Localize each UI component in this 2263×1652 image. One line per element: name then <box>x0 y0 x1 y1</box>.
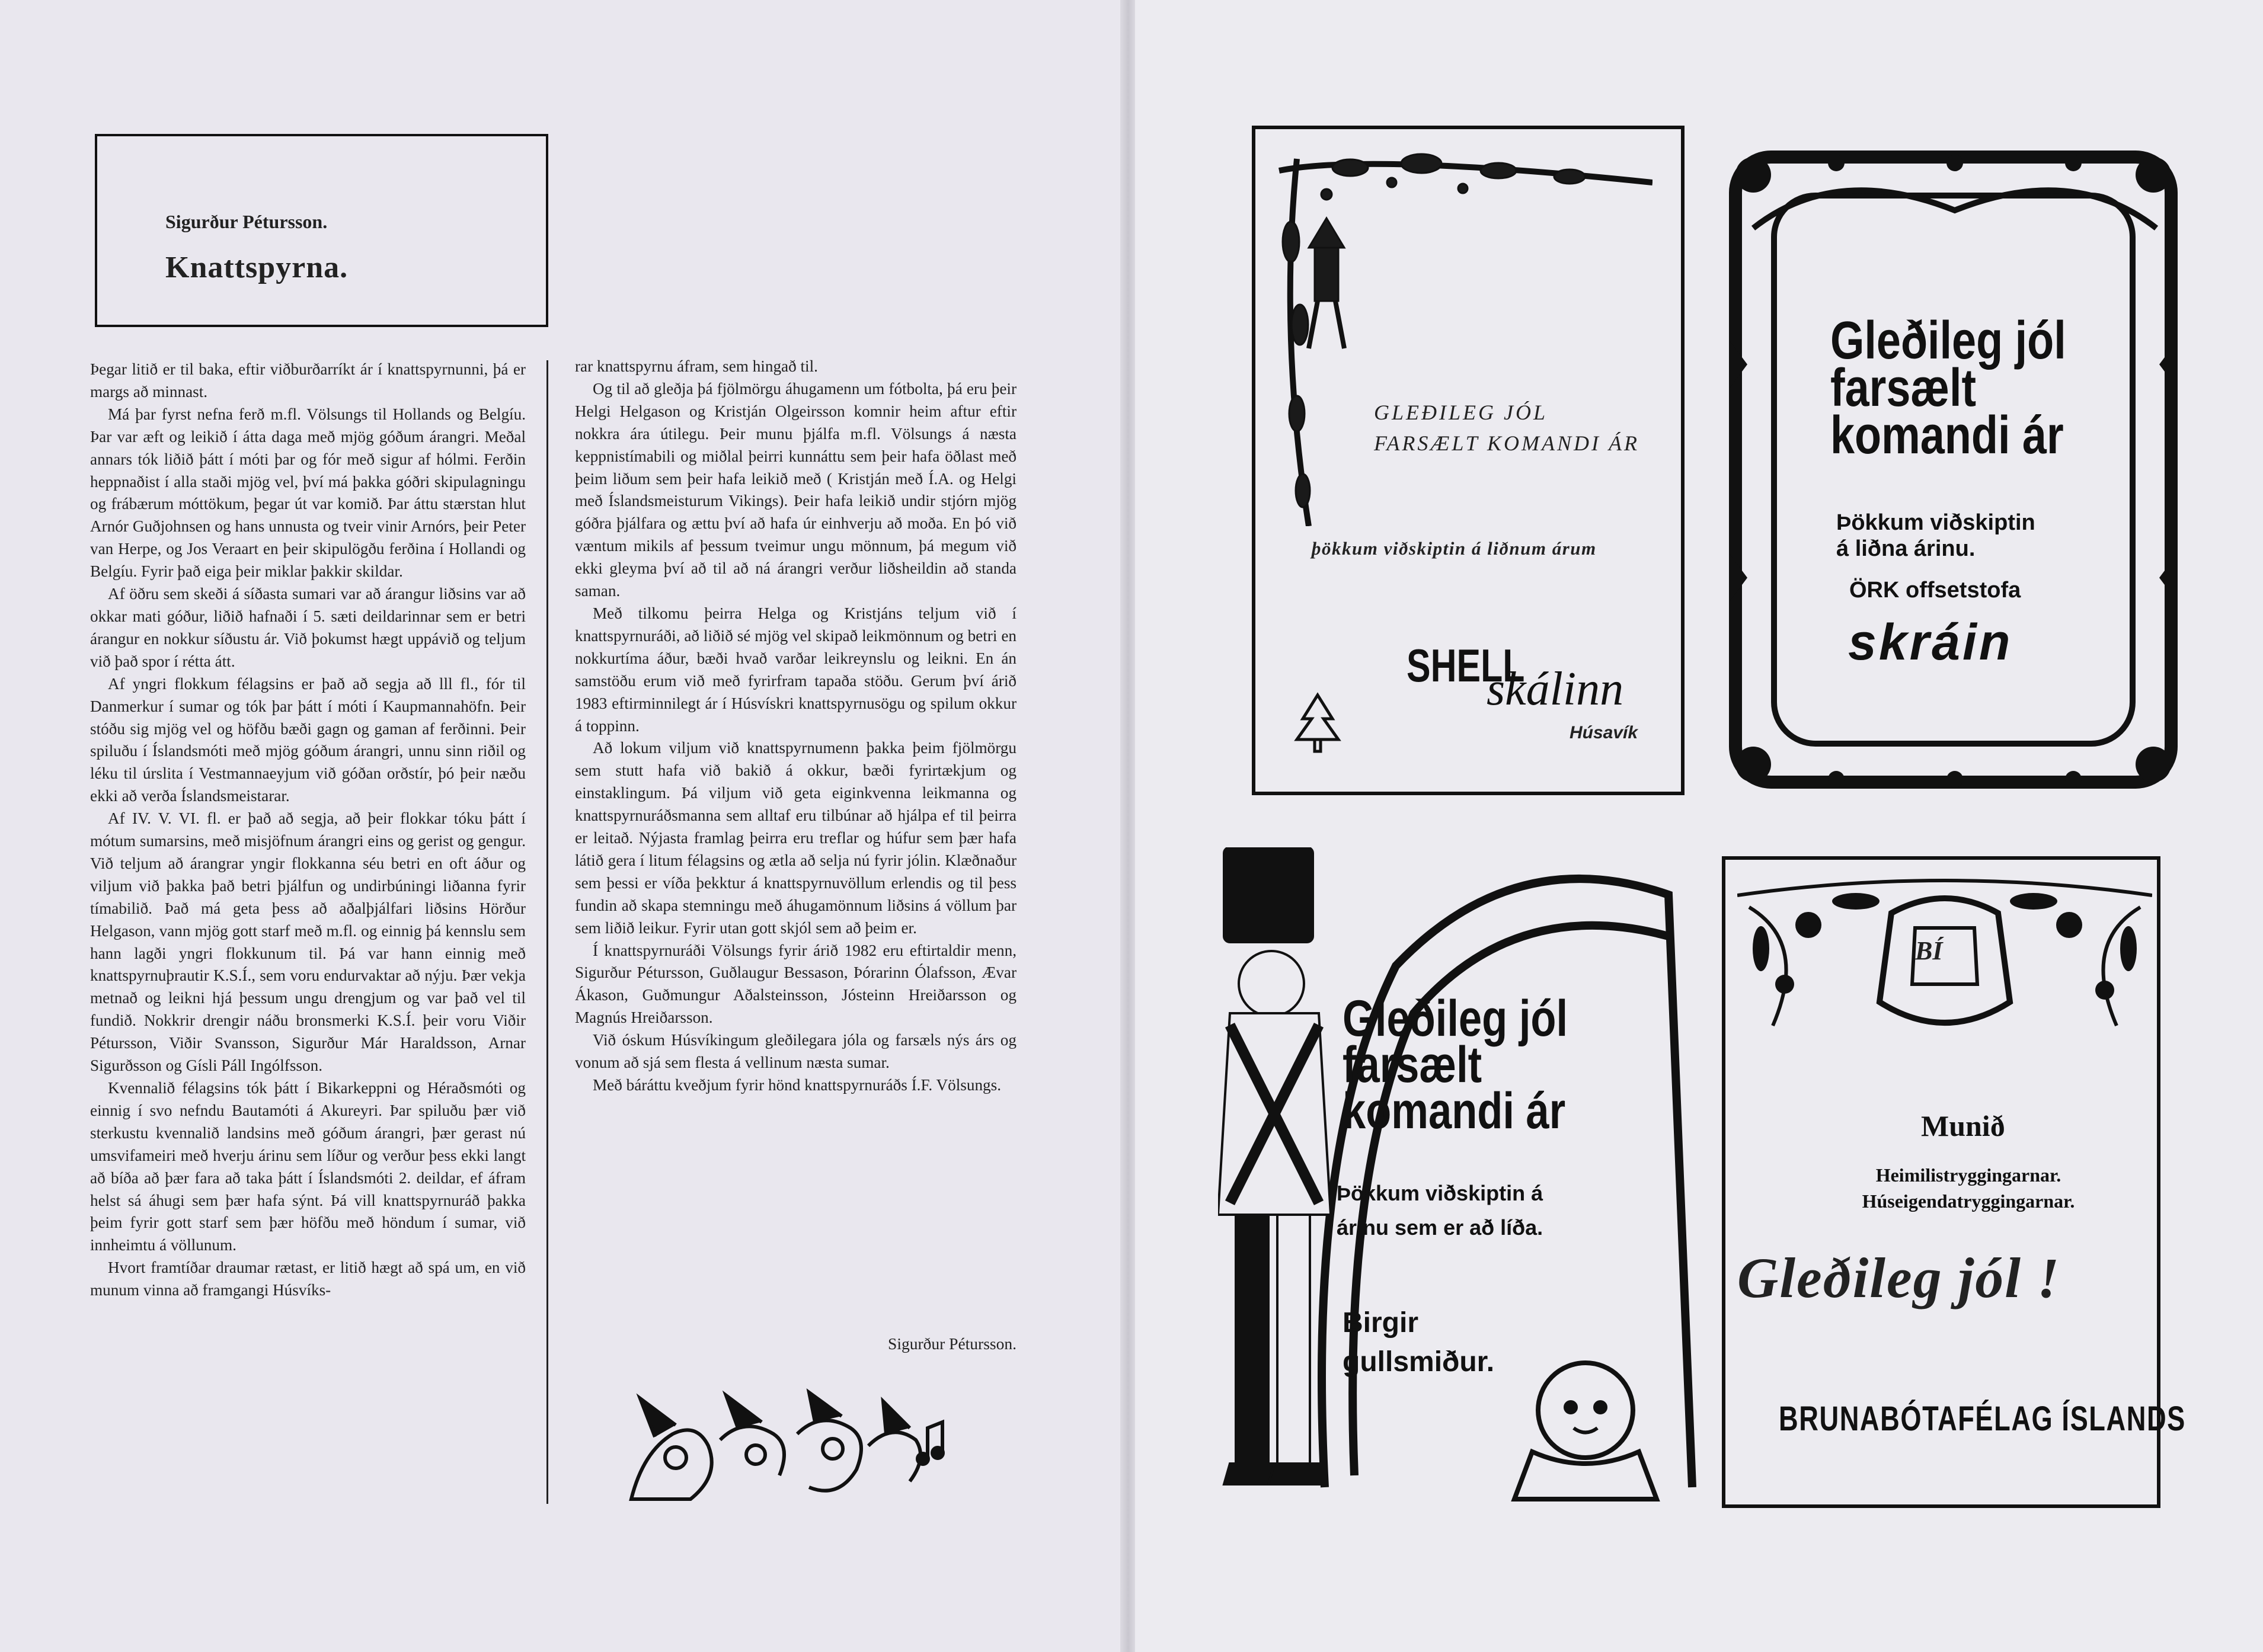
skrain-logo: skráin <box>1848 614 2013 671</box>
signature: Sigurður Pétursson. <box>888 1334 1017 1353</box>
paragraph: Af IV. V. VI. fl. er það að segja, að þeir flokkar tóku þátt í mótum sumarsins, með misjöfnum árangri eins og gerist og gengur. Við teljum að árangrar yngir flokkanna séu betri en oft áður og viljum við þakka það betri þjálfun og undirbúningi liðanna fyrir tímabilið. Það má geta þess að aðalþjálfari liðsins Hörður Helgason, vann mjög gott starf með m.fl. og einnig þá kennslu sem hann lagði yngri flokkunum til. Þá var hann einnig með knattspyrnuþrautir K.S.Í., sem voru endurvaktar að nýju. Þær vekja metnað og leikni hjá þessum ungu drengjum og var það vel til fundið. Nokkrir drengir náðu bronsmerki K.S.Í. þeir voru Viðir Pétursson, Viðir Svansson, Sigurður Már Haraldsson, Arnar Sigurðsson og Gísli Páll Ingólfsson. <box>90 809 526 1075</box>
greeting <box>1374 397 1639 459</box>
paragraph: Að lokum viljum við knattspyrnumenn þakka þeim fjölmörgu sem stutt hafa við bakið á okkur, bæði fyrirtækjum og einstaklingum. Þá viljum við geta eiginkvenna leikmanna og knattspyrnuráðsmanna sem alltaf eru tilbúnar að hjálpa ef til þeirra er leitað. Nýjasta framlag þeirra eru treflar og húfur sem þær hafa látið gera í litum félagsins og ætla að selja nú fyrir jólin. Klæðnaður sem þessi er víða þekktur á knattspyrnuvöllum erlendis og til þess fundin að skapa stemningu með áhugamönnum liðsins á völlum þar sem liðið leikur. Fyrir utan gott skjól sem að þeim er. <box>575 739 1017 937</box>
jeweller-name <box>1343 1304 1494 1382</box>
paragraph: Af yngri flokkum félagsins er það að segja að lll fl., fór til Danmerkur í sumar og tók þar þátt í móti í Kaupmannahöfn. Þeir stóðu sig mjög vel og höfðu bæði gagn og gaman af ferðinni. Þeir spiluðu í Íslandsmóti með mjög góðum árangri, unnu sinn riðil og léku til úrslita í Vestmannaeyjum við góðan orðstír, þó þeir næðu ekki að verða Íslandsmeistarar. <box>90 674 526 805</box>
thanks-text: þökkum viðskiptin á liðnum árum <box>1312 538 1597 559</box>
shell-skalinn-ad <box>1252 126 1685 795</box>
greeting <box>1343 990 1568 1139</box>
thanks-text <box>1337 1176 1543 1245</box>
title-box <box>95 134 548 327</box>
christmas-elves-illustration <box>619 1381 951 1511</box>
paragraph: Má þar fyrst nefna ferð m.fl. Völsungs til Hollands og Belgíu. Þar var æft og leikið í átta daga með mjög góðum árangri. Meðal annars tók liðið þátt í móti þar og fór með sigur af hólmi. Ferðin heppnaðist í alla staði mjög vel, því má þakka góðri skipulagningu og frábærum móttökum, þegar út var komið. Þar áttu stærstan hlut Arnór Guðjohnsen og hans unnusta og tveir vinir Arnórs, þeir Peter van Herpe, og Jos Veraart en þeir skipulögðu ferðina í Hollandi og Belgíu. Fyrir það eiga þeir miklar þakkir skildar. <box>90 405 526 581</box>
skalinn-text: skálinn <box>1487 663 1624 715</box>
munid-text: Munið <box>1921 1109 2005 1142</box>
greeting-line-1: GLEÐILEG JÓL <box>1374 401 1548 424</box>
paragraph: Með tilkomu þeirra Helga og Kristjáns teljum við í knattspyrnuráði, að liðið sé mjög vel skipað leikmönnum og betri en nokkurtíma áður, bæði hvað varðar leikreynslu og leikni. En án samstöðu erum við með fyrirfram tapaða stöðu. Gerum því árið 1983 eftirminnilegt ár í Húsvískri knattspyrnusögu og spilum okkur á toppinn. <box>575 604 1017 735</box>
article-column-2 <box>575 356 1017 1097</box>
paragraph: Með báráttu kveðjum fyrir hönd knattspyrnuráðs Í.F. Völsungs. <box>593 1076 1002 1094</box>
paragraph: Hvort framtíðar draumar rætast, er litið hægt að spá um, en við munum vinna að framgangi Húsvíks- <box>90 1259 526 1299</box>
greeting-line-3: komandi ár <box>1830 406 2064 465</box>
birgir-gullsmidur-ad <box>1218 847 1698 1511</box>
ork-offsetstofa-ad <box>1718 139 2189 800</box>
ornamental-border <box>1718 139 2189 800</box>
shell-logo-text: SHELL <box>1407 639 1525 691</box>
thanks-text <box>1836 510 2035 562</box>
left-page <box>0 0 1123 1652</box>
thanks-line-1: Þökkum viðskiptin á <box>1337 1181 1543 1205</box>
greeting-line-3: komandi ár <box>1343 1083 1566 1139</box>
article-title: Knattspyrna. <box>165 251 349 284</box>
greeting-line-2: FARSÆLT KOMANDI ÁR <box>1374 431 1639 455</box>
column-divider <box>546 360 548 1504</box>
paragraph: Við óskum Húsvíkingum gleðilegara jóla og farsæls nýs árs og vonum að sjá sem flesta á vellinum næsta sumar. <box>575 1031 1017 1072</box>
paragraph: Þegar litið er til baka, eftir viðburðarríkt ár í knattspyrnunni, þá er margs að minnast. <box>90 360 526 401</box>
holly-ornament-illustration <box>1737 872 2152 1049</box>
tree-icon <box>1291 692 1344 757</box>
greeting <box>1830 311 2066 465</box>
article-column-1 <box>90 358 526 1302</box>
thanks-line-2: á liðna árinu. <box>1836 536 1976 561</box>
company-name: BRUNABÓTAFÉLAG ÍSLANDS <box>1779 1400 2186 1438</box>
article-author: Sigurður Pétursson. <box>165 211 328 232</box>
greeting-line-2: farsælt <box>1343 1036 1482 1093</box>
town-text: Húsavík <box>1570 723 1638 742</box>
name-line-1: Birgir <box>1343 1307 1419 1339</box>
brunabotafelag-ad <box>1722 856 2186 1508</box>
name-line-2: gullsmiður. <box>1343 1346 1495 1378</box>
insurance-line-2: Húseigendatryggingarnar. <box>1862 1190 2075 1212</box>
bi-emblem: BÍ <box>1915 936 1943 965</box>
greeting-line-1: Gleðileg jól <box>1343 990 1568 1047</box>
thanks-line-1: Þökkum viðskiptin <box>1836 510 2035 535</box>
paragraph: Í knattspyrnuráði Völsungs fyrir árið 1982 eru eftirtaldir menn, Sigurður Pétursson, Guðlaugur Bessason, Þórarinn Ólafsson, Ævar Ákason, Guðmungur Aðalsteinsson, Jósteinn Hreiðarsson og Magnús Hreiðarsson. <box>575 941 1017 1027</box>
greeting-line-1: Gleðileg jól <box>1830 311 2066 370</box>
paragraph: rar knattspyrnu áfram, sem hingað til. <box>575 357 818 375</box>
insurance-text <box>1844 1162 2093 1214</box>
insurance-line-1: Heimilistryggingarnar. <box>1875 1164 2061 1186</box>
paragraph: Af öðru sem skeði á síðasta sumari var að árangur liðsins var að okkar mati góður, liðið hafnaði í 5. sæti deildarinnar sem er betri árangur en nokkur síðustu ár. Við þokumst hægt uppávið og teljum við það spor í rétta átt. <box>90 585 526 670</box>
greeting-line-2: farsælt <box>1830 358 1977 418</box>
paragraph: Kvennalið félagsins tók þátt í Bikarkeppni og Héraðsmóti og einnig í svo nefndu Bautamóti á Akureyri. Þar spiluðu þær við sterkustu kvennalið landsins með góðum árangri, þær gerast nú umsvifameiri með hverju árinu sem líður og verður þess ekki langt að bíða að þær fara að taka þátt í Íslandsmóti 2. deildar, ef áfram helst sá áhugi sem þær hafa sýnt. Þá vill knattspyrnuráð þakka þeim fyrir gott starf sem þær höfðu með höndum í sumar, við innheimtu á völlunum. <box>90 1079 526 1254</box>
company-name: ÖRK offsetstofa <box>1849 578 2021 603</box>
greeting: Gleðileg jól ! <box>1737 1246 2061 1310</box>
holly-garland-illustration <box>1273 147 1652 526</box>
thanks-line-2: árinu sem er að líða. <box>1337 1215 1543 1240</box>
paragraph: Og til að gleðja þá fjölmörgu áhugamenn um fótbolta, þá eru þeir Helgi Helgason og Kristján Olgeirsson komnir heim aftur eftir nokkra ára útilegu. Þeir munu þjálfa m.fl. Völsungs á næsta keppnistímabili og miðlal þeirri kunnáttu sem þeir hafa öðlast með þeim liðum sem þeir hafa leikið með ( Kristján með Í.A. og Helgi með Íslandsmeisturum Vikings). Þeir hafa leikið undir stjórn mjög góðra þjálfara og ættu því að hafa úr einhverju að moða. En þó við væntum mikils af þessum tveimur ungu mönnum, þá megum við ekki gleyma því að til að ná árangri verður liðsheildin að standa saman. <box>575 379 1017 600</box>
